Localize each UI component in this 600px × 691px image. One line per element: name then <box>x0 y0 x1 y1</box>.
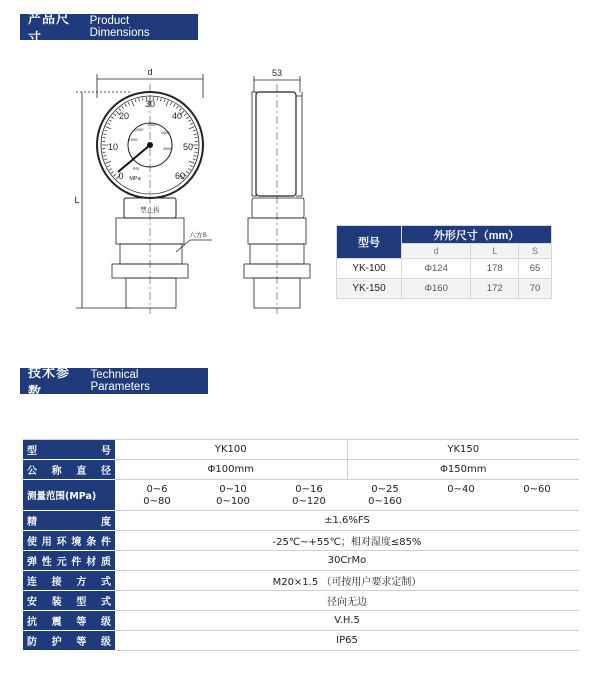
dial-tick <box>193 130 196 131</box>
param-row-material <box>23 551 579 571</box>
range-value: 0~6 <box>146 483 168 495</box>
dim-L: 172 <box>471 279 519 299</box>
dial-tick <box>132 101 134 107</box>
param-row-protection <box>23 631 579 651</box>
param-value: 径向无边 <box>115 591 579 611</box>
dial-tick <box>176 106 178 108</box>
dim-d-label: d <box>147 67 153 77</box>
dial-tick <box>104 159 107 160</box>
dim-S: 70 <box>519 279 552 299</box>
dial-tick <box>106 127 112 129</box>
dim-sub-d: d <box>402 244 471 259</box>
dial-tick <box>189 161 195 163</box>
dial-tick <box>111 117 113 119</box>
dial-tick <box>189 127 195 129</box>
dial-tick <box>128 102 129 105</box>
dial-tick <box>161 98 162 101</box>
dial-inner-4000: 4000 <box>147 122 157 127</box>
dim-sub-S: S <box>519 244 552 259</box>
param-row-mounting <box>23 591 579 611</box>
dial-tick <box>166 101 168 107</box>
hex-label: 六方S <box>189 232 207 239</box>
dial-tick <box>188 169 191 171</box>
dial-label-20: 20 <box>118 111 130 121</box>
dial-tick <box>135 99 136 102</box>
range-grid <box>115 482 579 509</box>
param-row-accuracy <box>23 511 579 531</box>
section-title-en: Product Dimensions <box>89 15 150 39</box>
dial-label-60: 60 <box>174 171 186 181</box>
range-value: 0~60 <box>523 483 551 495</box>
param-label: 抗震等级 <box>23 611 115 631</box>
dim-d: Φ124 <box>402 259 471 279</box>
dial-tick <box>114 174 116 176</box>
range-value: 0~120 <box>292 495 326 507</box>
param-value: YK100 <box>115 440 347 460</box>
param-label: 型号 <box>23 440 115 460</box>
range-value: 0~16 <box>295 483 323 495</box>
dial-tick <box>194 134 197 135</box>
dial-tick <box>107 123 110 124</box>
dial-inner-6000: 6000 <box>161 130 171 135</box>
dial-tick <box>103 134 106 135</box>
dim-53-label: 53 <box>271 68 283 78</box>
section-header-parameters <box>20 366 208 400</box>
section-title-en: Technical Parameters <box>90 369 150 393</box>
dial-tick <box>122 106 124 108</box>
dial-tick <box>193 159 196 160</box>
dial-tick <box>106 161 112 163</box>
dial-label-30: 30 <box>144 99 156 109</box>
dial-tick <box>125 104 127 107</box>
dial-label-0: 0 <box>118 171 124 181</box>
param-label: 公称直径 <box>23 460 115 480</box>
dial-tick <box>186 171 188 173</box>
range-value: 0~160 <box>368 495 402 507</box>
param-row-connection <box>23 571 579 591</box>
dial-tick <box>164 99 165 102</box>
dial-tick <box>190 123 193 124</box>
dial-label-10: 10 <box>107 142 119 152</box>
param-label: 连接方式 <box>23 571 115 591</box>
param-value: V.H.5 <box>115 611 579 631</box>
dim-model: YK-150 <box>337 279 402 299</box>
knob-label: 禁止拆 <box>140 207 160 214</box>
dial-tick <box>190 165 193 166</box>
table-row <box>337 279 552 299</box>
dim-sub-L: L <box>471 244 519 259</box>
dial-tick <box>194 156 197 157</box>
range-value: 0~25 <box>371 483 399 495</box>
param-label: 使用环境条件 <box>23 531 115 551</box>
param-value: M20×1.5 （可按用户要求定制） <box>115 571 579 591</box>
param-label: 测量范围(MPa) <box>23 480 115 511</box>
param-label: 防护等级 <box>23 631 115 651</box>
dial-label-50: 50 <box>182 142 194 152</box>
param-value: ±1.6%FS <box>115 511 579 531</box>
param-value: -25℃~+55℃；相对湿度≤85% <box>115 531 579 551</box>
param-label: 安装型式 <box>23 591 115 611</box>
dim-d: Φ160 <box>402 279 471 299</box>
dim-col-model: 型号 <box>337 226 402 259</box>
param-value: 30CrMo <box>115 551 579 571</box>
param-row-shock <box>23 611 579 631</box>
dial-inner-2000: 2000 <box>134 127 144 132</box>
param-row-model <box>23 440 579 460</box>
range-value: 0~10 <box>219 483 247 495</box>
table-row <box>337 259 552 279</box>
range-value: 0~100 <box>216 495 250 507</box>
dim-col-dims: 外形尺寸（mm） <box>402 226 552 244</box>
dial-tick <box>139 98 140 101</box>
dim-S: 65 <box>519 259 552 279</box>
dial-tick <box>114 114 116 116</box>
unit-mpa: MPa <box>129 176 141 182</box>
dial-tick <box>174 104 176 107</box>
dial-tick <box>184 114 186 116</box>
param-row-diameter <box>23 460 579 480</box>
dial-inner-8000: 8000 <box>163 146 173 151</box>
param-value: YK150 <box>347 440 579 460</box>
dial-tick <box>170 102 171 105</box>
range-value: 0~80 <box>143 495 171 507</box>
range-value: 0~40 <box>447 483 475 495</box>
param-row-environment <box>23 531 579 551</box>
dial-tick <box>109 120 112 122</box>
dim-L-label: L <box>74 195 80 205</box>
param-row-range <box>23 480 579 511</box>
section-title-cn: 产品尺寸 <box>28 12 71 46</box>
dial-tick <box>109 169 112 171</box>
dial-tick <box>104 130 107 131</box>
param-value: IP65 <box>115 631 579 651</box>
param-label: 精度 <box>23 511 115 531</box>
dial-tick <box>186 117 188 119</box>
dial-tick <box>103 156 106 157</box>
param-value: Φ150mm <box>347 460 579 480</box>
unit-psi: PSI <box>132 166 140 171</box>
dimension-table <box>336 225 552 299</box>
parameters-table <box>23 439 579 651</box>
dial-tick <box>111 171 113 173</box>
dial-tick <box>188 120 191 122</box>
dim-model: YK-100 <box>337 259 402 279</box>
dial-label-40: 40 <box>171 111 183 121</box>
dial-inner-1000: 1000 <box>128 137 138 142</box>
param-label: 弹性元件材质 <box>23 551 115 571</box>
dial-tick <box>107 165 110 166</box>
section-title-cn: 技术参数 <box>28 366 71 400</box>
dim-L: 178 <box>471 259 519 279</box>
param-value: Φ100mm <box>115 460 347 480</box>
